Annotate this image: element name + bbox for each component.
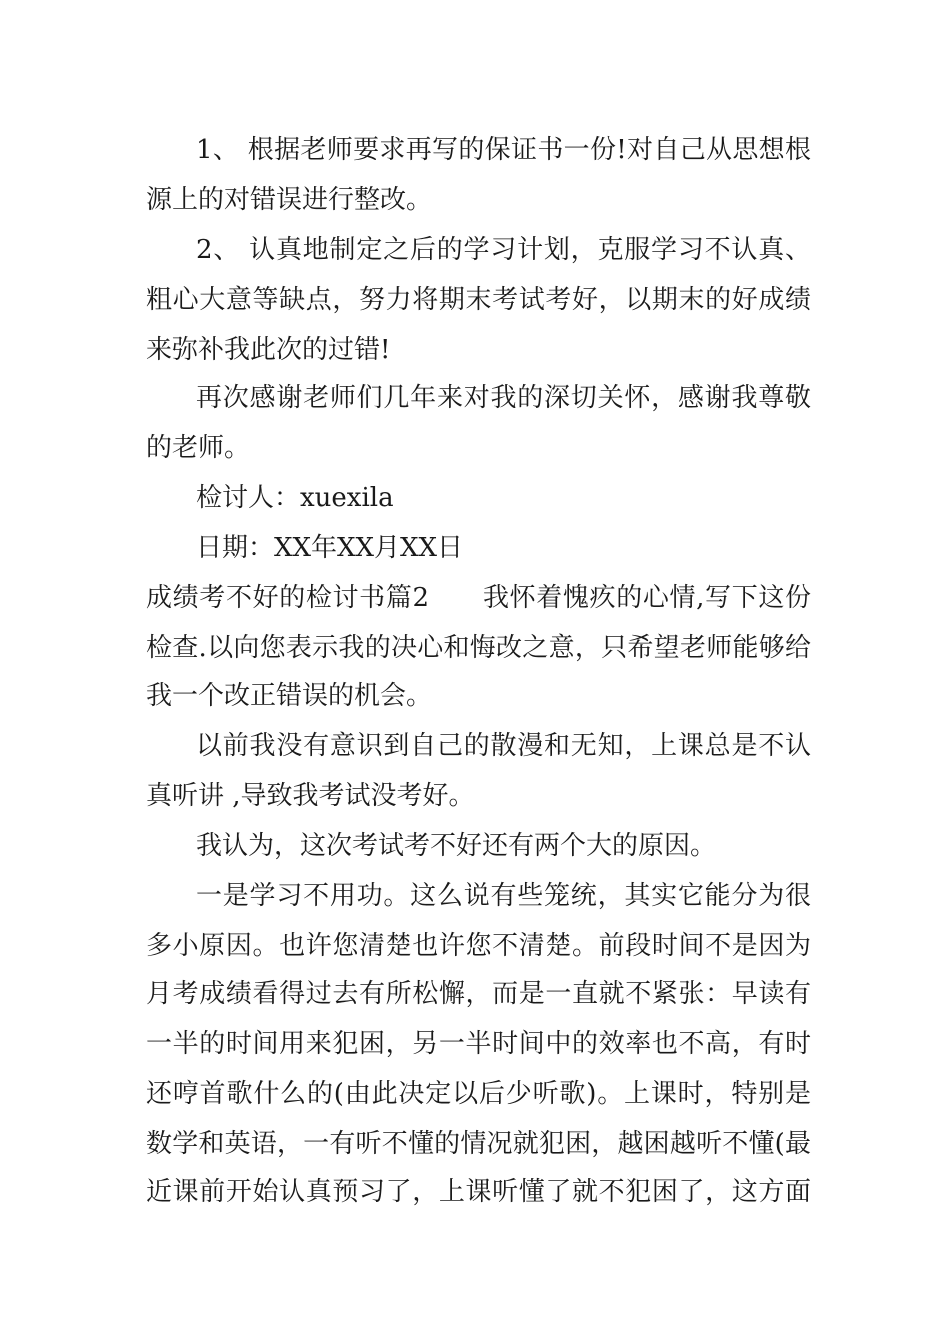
text-line: 数学和英语，一有听不懂的情况就犯困，越困越听不懂(最: [146, 1129, 811, 1159]
text-line: 的老师。: [146, 433, 251, 463]
text-line: 近课前开始认真预习了，上课听懂了就不犯困了，这方面: [146, 1177, 811, 1207]
text-line: 一半的时间用来犯困，另一半时间中的效率也不高，有时: [146, 1029, 811, 1059]
text-line: 2、 认真地制定之后的学习计划，克服学习不认真、: [196, 235, 811, 265]
text-line: 再次感谢老师们几年来对我的深切关怀，感谢我尊敬: [196, 383, 811, 413]
signature-line: 检讨人：xuexila: [196, 483, 394, 513]
text-line: 我一个改正错误的机会。: [146, 681, 433, 711]
text-line: 真听讲 ,导致我考试没考好。: [146, 781, 475, 811]
text-line: 一是学习不用功。这么说有些笼统，其实它能分为很: [196, 881, 811, 911]
section-heading-line: 成绩考不好的检讨书篇2 我怀着愧疚的心情,写下这份: [146, 583, 811, 613]
text-line: 1、 根据老师要求再写的保证书一份!对自己从思想根: [196, 135, 811, 165]
text-line: 还哼首歌什么的(由此决定以后少听歌)。上课时，特别是: [146, 1079, 811, 1109]
text-line: 以前我没有意识到自己的散漫和无知，上课总是不认: [196, 731, 811, 761]
text-line: 检查.以向您表示我的决心和悔改之意，只希望老师能够给: [146, 633, 811, 663]
text-line: 月考成绩看得过去有所松懈，而是一直就不紧张：早读有: [146, 979, 811, 1009]
text-line: 粗心大意等缺点，努力将期末考试考好，以期末的好成绩: [146, 285, 811, 315]
text-line: 源上的对错误进行整改。: [146, 185, 433, 215]
text-line: 多小原因。也许您清楚也许您不清楚。前段时间不是因为: [146, 931, 811, 961]
text-line: 来弥补我此次的过错!: [146, 335, 391, 365]
text-line: 我认为，这次考试考不好还有两个大的原因。: [196, 831, 717, 861]
date-line: 日期：XX年XX月XX日: [196, 533, 464, 563]
